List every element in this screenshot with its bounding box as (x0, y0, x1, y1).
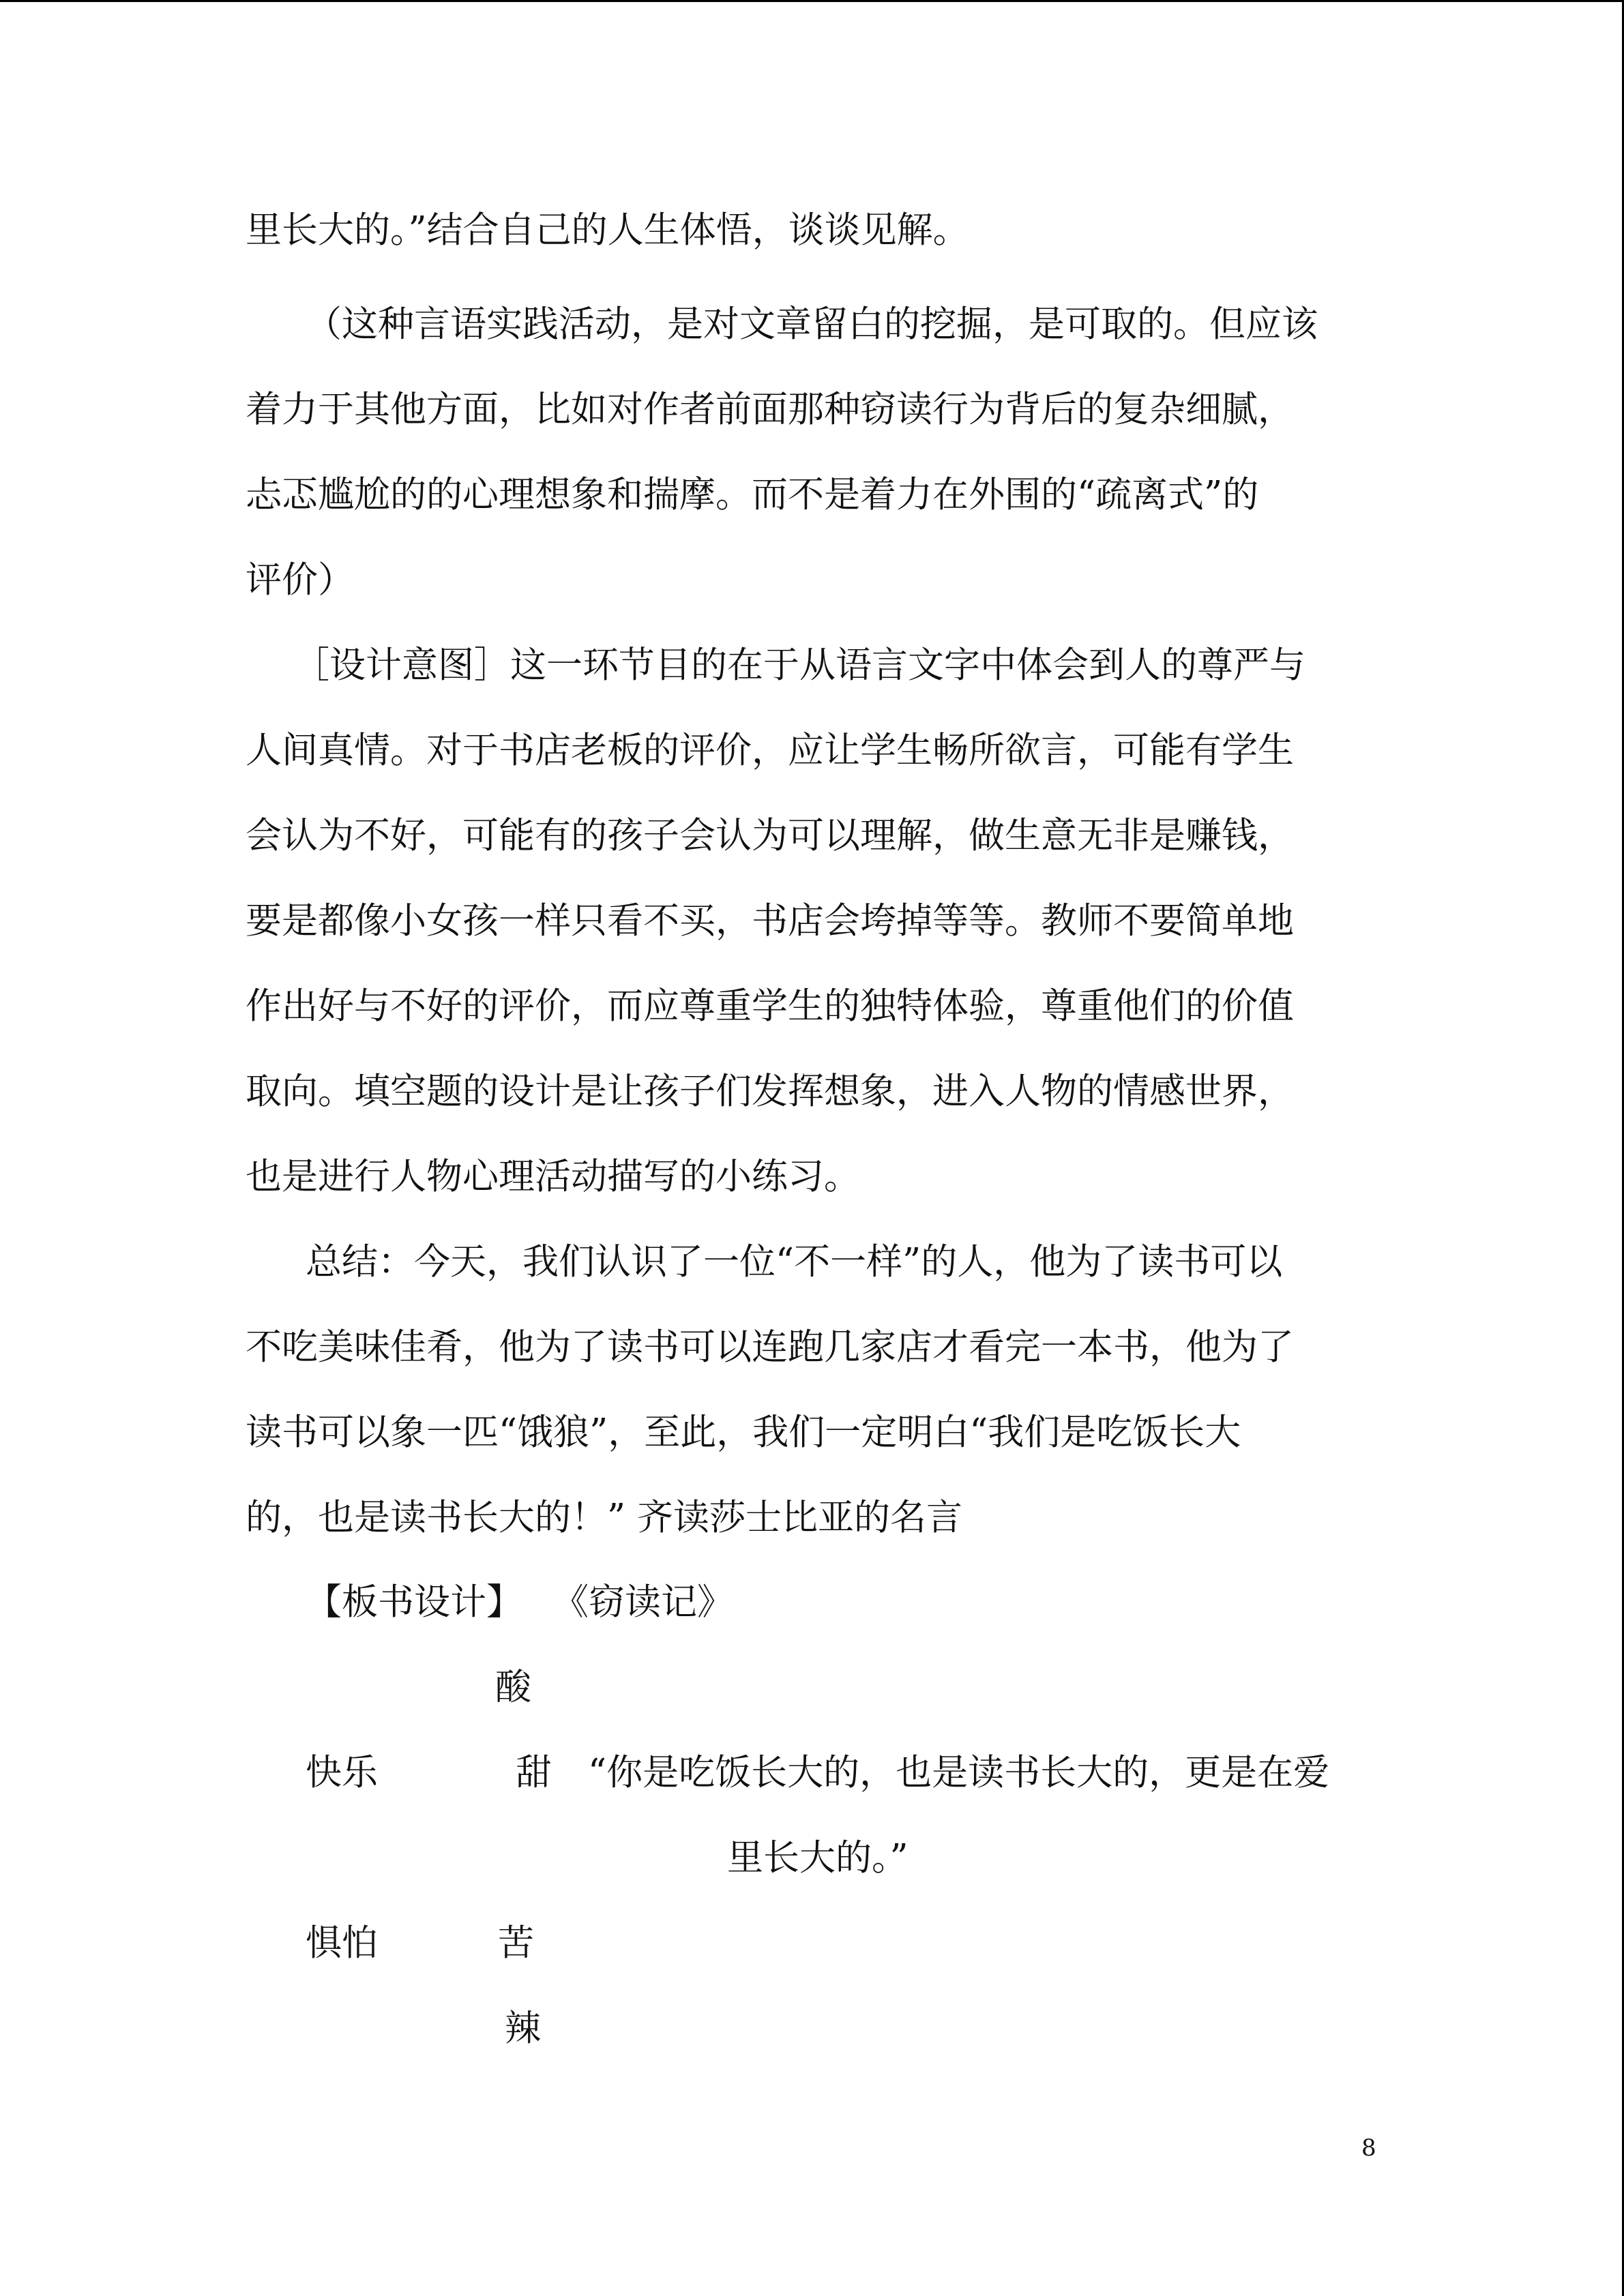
page-number: 8 (1361, 2134, 1376, 2162)
text-line: ［设计意图］这一环节目的在于从语言文字中体会到人的尊严与 (293, 644, 1305, 686)
text-line: 着力于其他方面，比如对作者前面那种窃读行为背后的复杂细腻， (246, 389, 1294, 430)
board-design-heading: 【板书设计】 (306, 1581, 522, 1623)
page-top-border (0, 0, 1624, 2)
taste-sweet: 甜 (516, 1752, 552, 1793)
taste-spicy: 辣 (505, 2008, 541, 2049)
text-line: （这种言语实践活动，是对文章留白的挖掘，是可取的。但应该 (306, 303, 1318, 345)
board-design-title: 《窃读记》 (552, 1581, 733, 1623)
text-line: 取向。填空题的设计是让孩子们发挥想象，进入人物的情感世界， (246, 1071, 1294, 1112)
text-line: 忐忑尴尬的的心理想象和揣摩。而不是着力在外围的“疏离式”的 (246, 474, 1259, 516)
board-quote-line-2: 里长大的。” (727, 1837, 909, 1879)
board-quote-line-1: “你是吃饭长大的，也是读书长大的，更是在爱 (588, 1752, 1330, 1793)
feeling-fear: 惧怕 (306, 1922, 378, 1964)
text-line: 要是都像小女孩一样只看不买，书店会垮掉等等。教师不要简单地 (246, 900, 1294, 942)
text-line: 人间真情。对于书店老板的评价，应让学生畅所欲言，可能有学生 (246, 730, 1294, 771)
text-line: 评价） (246, 559, 354, 601)
text-line: 作出好与不好的评价，而应尊重学生的独特体验，尊重他们的价值 (246, 985, 1294, 1027)
text-line: 里长大的。”结合自己的人生体悟，谈谈见解。 (246, 209, 969, 251)
text-line: 不吃美味佳肴，他为了读书可以连跑几家店才看完一本书，他为了 (246, 1326, 1294, 1368)
text-line: 总结：今天，我们认识了一位“不一样”的人，他为了读书可以 (306, 1241, 1283, 1283)
taste-bitter: 苦 (498, 1922, 534, 1964)
taste-sour: 酸 (495, 1667, 531, 1708)
text-line: 读书可以象一匹“饿狼”，至此，我们一定明白“我们是吃饭长大 (246, 1412, 1241, 1453)
text-line: 会认为不好，可能有的孩子会认为可以理解，做生意无非是赚钱， (246, 815, 1294, 856)
text-line: 也是进行人物心理活动描写的小练习。 (246, 1156, 860, 1197)
feeling-happy: 快乐 (306, 1752, 378, 1793)
text-line: 的，也是读书长大的！” 齐读莎士比亚的名言 (246, 1497, 962, 1538)
